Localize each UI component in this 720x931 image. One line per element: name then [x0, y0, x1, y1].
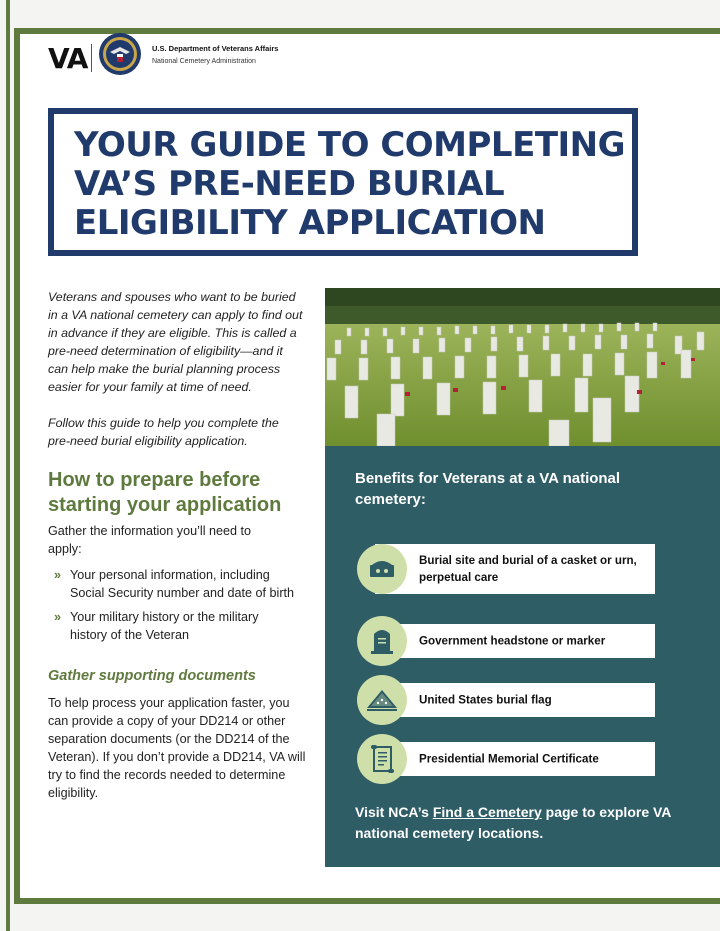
bullet-text: Your military history or the military history of the Veteran [70, 610, 259, 642]
folded-flag-icon [357, 675, 407, 725]
benefit-item-certificate [357, 734, 719, 784]
bullet-chevron-icon: » [54, 568, 62, 582]
benefit-card [375, 683, 655, 717]
bullet-text: Your personal information, including Social Security number and date of birth [70, 568, 295, 600]
prepare-heading: How to prepare before starting your application [48, 469, 282, 516]
headstone-icon [357, 616, 407, 666]
benefit-item-flag [357, 675, 719, 725]
benefit-card [375, 624, 655, 658]
logo-divider [91, 44, 92, 72]
benefit-item-headstone [357, 616, 719, 666]
va-logo: VA [48, 42, 88, 75]
list-item [48, 608, 298, 644]
benefit-label: Presidential Memorial Certificate [419, 752, 599, 766]
info-bullet-list [48, 566, 298, 650]
benefit-label: Burial site and burial of a casket or urn, perpetual care [419, 554, 637, 584]
follow-guide-paragraph: Follow this guide to help you complete the pre-need burial eligibility application. [48, 416, 279, 448]
title-box [48, 108, 638, 256]
department-name: U.S. Department of Veterans Affairs [152, 44, 279, 53]
cemetery-photo [325, 288, 720, 446]
benefits-heading: Benefits for Veterans at a VA national cemetery: [355, 470, 621, 508]
visit-prefix: Visit NCA’s [355, 804, 433, 820]
benefit-card [375, 544, 655, 594]
administration-name: National Cemetery Administration [152, 58, 256, 65]
gather-info-text: Gather the information you’ll need to apply: [48, 524, 252, 556]
supporting-documents-text: To help process your application faster, you can provide a copy of your DD214 or other separation documents (or the DD214 of the Veteran). If you don’t provide a DD214, VA will try to find the records needed to determine eligibility. [48, 696, 306, 800]
supporting-documents-heading: Gather supporting documents [48, 668, 256, 684]
page-title: YOUR GUIDE TO COMPLETING VA’S PRE-NEED BURIAL ELIGIBILITY APPLICATION [74, 125, 626, 243]
intro-paragraph: Veterans and spouses who want to be buried in a VA national cemetery can apply to find out in advance if they are eligible. This is called a pre-need determination of eligibility—and it can help make the burial planning process easier for your family at time of need. [48, 290, 303, 394]
benefit-label: United States burial flag [419, 693, 552, 707]
benefits-panel [325, 446, 720, 867]
list-item [48, 566, 298, 602]
benefit-item-burial [357, 544, 719, 594]
va-seal-icon [98, 32, 142, 76]
casket-icon [357, 544, 407, 594]
visit-nca-text [355, 802, 705, 844]
bullet-chevron-icon: » [54, 610, 62, 624]
benefit-card [375, 742, 655, 776]
visit-suffix: page to explore VA national cemetery locations. [355, 804, 671, 841]
benefit-label: Government headstone or marker [419, 634, 606, 648]
outer-green-rule [6, 0, 10, 931]
certificate-scroll-icon [357, 734, 407, 784]
find-a-cemetery-link[interactable]: Find a Cemetery [432, 804, 542, 820]
